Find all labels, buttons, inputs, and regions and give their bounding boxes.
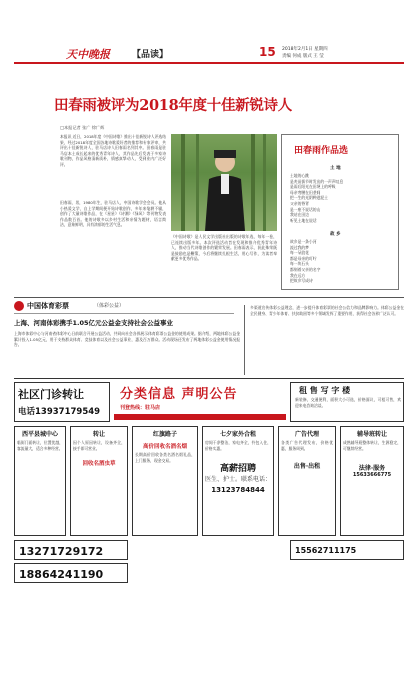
- small-ad-6-body: 成熟辅导班整体转让，生源稳定，可继续经营。: [343, 440, 401, 451]
- rent-ad-body: 新装修，交通便利，面积大小可选，价格面议，可租可售，欢迎来电咨询洽谈。: [295, 397, 401, 408]
- hire-ad-title: 高薪招聘: [219, 464, 256, 475]
- section-label: 【品读】: [132, 50, 169, 60]
- small-ad-1-title: 西平县城中心: [21, 431, 58, 438]
- small-ad-5: [278, 426, 336, 536]
- lottery-logo-icon: [14, 301, 24, 311]
- article-headline: 田春雨被评为2018年度十佳新锐诗人: [54, 97, 292, 114]
- small-ad-8-title: 回收名酒虫草: [82, 461, 116, 468]
- masthead: [14, 45, 404, 61]
- small-ad-6-title: 辅导班转让: [356, 431, 387, 438]
- phone-ad-2: [14, 563, 128, 583]
- lottery-body: 上海市体彩中心与河南省体彩中心日前联合开展公益活动，共同向社会各界展示体育彩票公益金的使用成果。据介绍，两地体彩公益金累计投入1.05亿元，用于支持群众体育、竞技体育以及社会公益事业，惠及百万群众。活动现场还发布了两地体彩公益金使用情况报告。: [14, 331, 240, 348]
- small-ad-2-title: 转让: [92, 431, 105, 438]
- newspaper-logo: 天中晚报: [66, 48, 110, 61]
- small-ad-7-title: 高价回收名酒名烟: [142, 444, 187, 450]
- rent-ad: [290, 382, 404, 422]
- small-ad-3-body: 长期高价回收各类名酒名烟礼品，上门服务，现金交易。: [135, 452, 195, 463]
- article-column-1: 本报讯 近日，2018年度《中国诗歌》推出十佳新锐诗人评选结果，经过2018年度全国各地诗歌爱好者的推荐和专家评审，共评出十佳新锐诗人，驻马店诗人田春雨名列其中。田春雨是驻马店本土成长起来的优秀青年诗人，其作品先后发表于多家诗歌刊物，作品风格清新质朴，情感真挚动人，受到业内广泛好评。: [60, 134, 166, 167]
- editor-line: 责编 何成 版式 王 莹: [282, 54, 324, 59]
- small-ad-4-title: 七夕家外合租: [219, 431, 256, 438]
- poem-line: 每一朵浪花: [290, 250, 309, 256]
- poem-line: 是一座不说话的山: [290, 206, 321, 212]
- small-ad-1-body: 临街门面转让，位置优越，客流量大，适合多种经营。: [17, 440, 63, 451]
- poem-line: 是雨后阳光在田埂上的呼吸: [290, 184, 336, 190]
- poem-line: 是麦苗拔节时发出的一声声叹息: [290, 178, 344, 184]
- poem-line: 把故乡写成诗: [290, 278, 313, 284]
- sidebar-title: 田春雨作品选: [294, 146, 349, 156]
- small-ad-3: [132, 426, 198, 536]
- poem-line: 我在远方: [290, 272, 306, 278]
- hire-ad-phone: 13123784844: [211, 486, 265, 495]
- rent-phone-ad: [290, 540, 404, 560]
- poem-line: 听见土地在说话: [290, 217, 317, 223]
- clinic-ad-title: 社区门诊转让: [18, 388, 84, 401]
- poet-photo: [171, 134, 277, 231]
- date-line: 2018年2月1日 星期四: [282, 47, 328, 52]
- poem-line: 我站在田边: [290, 212, 309, 218]
- small-ad-1: [14, 426, 66, 536]
- lottery-headline: 上海、河南体彩携手1.05亿元公益金支持社会公益事业: [14, 319, 174, 327]
- small-ad-2-body: 因个人原因转让，设备齐全，接手即可营业。: [73, 440, 125, 451]
- classified-banner-sub: 刊登热线：驻马店: [120, 405, 161, 411]
- poems-sidebar: [281, 134, 399, 290]
- poem-line: 母亲弯腰在田垄间: [290, 189, 321, 195]
- poem-line: 每一块石头: [290, 261, 309, 267]
- small-ad-5-body: 各类广告代理发布，价格优惠，服务周到。: [281, 440, 333, 451]
- classified-banner-stripe: [114, 414, 286, 420]
- classified-banner: [114, 382, 286, 422]
- small-ad-3-title: 红旗路子: [152, 431, 177, 438]
- rent-ad-title: 租 售 写 字 楼: [299, 386, 351, 395]
- poem-line: 都刻着父亲的名字: [290, 266, 321, 272]
- classified-banner-title: 分类信息 声明公告: [120, 387, 238, 402]
- poem-line: 把一生的光阴种进泥土: [290, 195, 328, 201]
- small-ad-5-title: 广告代理: [294, 431, 319, 438]
- article-column-2: 田春雨，男，1980年生，驻马店人，中国诗歌学会会员。他从小热爱文学，自上学期间便开始诗歌创作，多年来笔耕不辍，创作了大量诗歌作品，在《星星》《诗潮》《绿风》等刊物发表作品数百首。他的诗歌多以乡村生活和亲情为题材，语言简洁，意象鲜明，具有浓郁的生活气息。: [60, 200, 166, 228]
- poem-line: 土地的心跳: [290, 173, 309, 178]
- clinic-ad: [14, 382, 110, 422]
- small-ad-4-body: 房间干净整洁，家电齐全，拎包入住，价格实惠。: [205, 440, 271, 451]
- poem-line: 都是母亲的叮咛: [290, 255, 317, 261]
- clinic-ad-phone: 电话13937179549: [18, 407, 101, 417]
- small-ad-9-title: 出售·出租: [293, 463, 321, 471]
- law-ad-phone: 15633666775: [352, 472, 392, 479]
- lottery-right-column: 多渠道宣传体彩公益理念，进一步提升体育彩票的社会公信力和品牌影响力。体彩公益金在全民健身、青少年体育、扶贫助困等多个领域发挥了重要作用，获得社会各界广泛认可。: [250, 305, 404, 316]
- lottery-logo: 中国体育彩票: [27, 302, 69, 310]
- law-ad-title: 法律·服务: [358, 465, 386, 473]
- poem-line: 流过我的梦: [290, 244, 309, 250]
- poet-photo-figure: [171, 134, 277, 231]
- article-byline: □本报记者 张广 徐广辉: [60, 125, 105, 130]
- page-number: 15: [259, 45, 276, 59]
- article-column-3: 《中国诗歌》是人民文学出版社出版的诗歌年选，每年一卷，已连续出版多年。本次评选活动旨在发现和推介优秀青年诗人，推动当代诗歌创作的繁荣发展。田春雨表示，获此殊荣既是鼓励也是鞭策，今后将继续扎根生活，用心写作，为读者奉献更多优秀作品。: [171, 234, 277, 262]
- phone-ad-2-number: 18864241190: [19, 568, 104, 581]
- phone-ad-1: [14, 540, 128, 560]
- small-ad-2: [70, 426, 128, 536]
- lottery-tag: （体彩公益）: [94, 303, 125, 309]
- poem-line: 故乡是一条小河: [290, 239, 317, 244]
- small-ad-6: [340, 426, 404, 536]
- poem-line: 父亲的脊背: [290, 200, 309, 206]
- poem2-title: 故 乡: [330, 232, 341, 237]
- hire-ad-body: 医生、护士。联系电话：: [205, 476, 272, 484]
- small-ad-4: [202, 426, 274, 536]
- phone-ad-1-number: 13271729172: [19, 545, 104, 558]
- poem2-lines: [290, 239, 394, 284]
- rent-phone-number: 15562711175: [295, 546, 357, 555]
- poem-title: 土 地: [330, 166, 341, 171]
- poem-lines: [290, 173, 394, 223]
